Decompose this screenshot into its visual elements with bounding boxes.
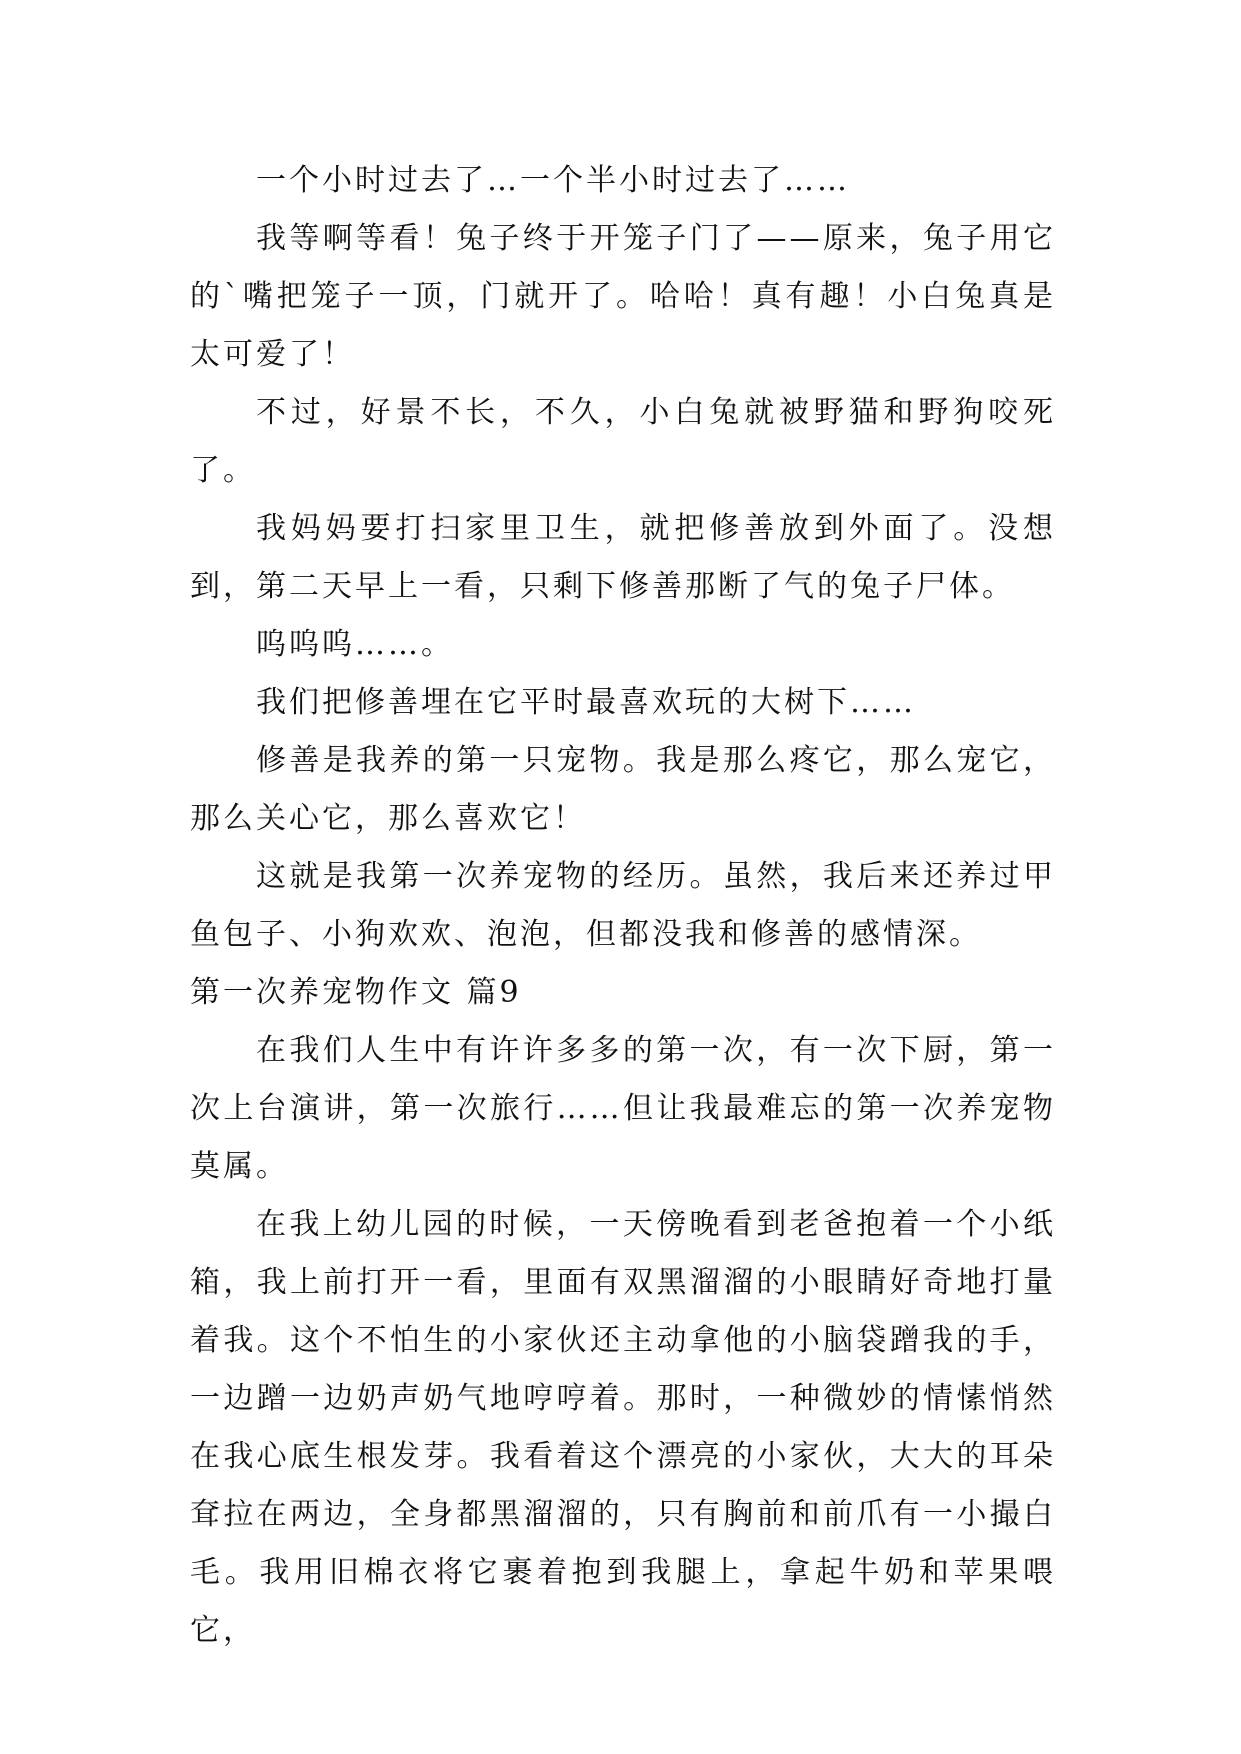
paragraph-2: 我等啊等看！兔子终于开笼子门了——原来，兔子用它的`嘴把笼子一顶，门就开了。哈哈！真有趣！小白兔真是太可爱了！ [190, 221, 1056, 372]
essay-body [190, 152, 1056, 1660]
paragraph-1: 一个小时过去了…一个半小时过去了…… [256, 163, 850, 198]
paragraph-7: 修善是我养的第一只宠物。我是那么疼它，那么宠它，那么关心它，那么喜欢它！ [190, 743, 1056, 836]
paragraph-6: 我们把修善埋在它平时最喜欢玩的大树下…… [256, 685, 916, 720]
paragraph-9: 在我们人生中有许许多多的第一次，有一次下厨，第一次上台演讲，第一次旅行……但让我最难忘的第一次养宠物莫属。 [190, 1033, 1056, 1184]
section-heading: 第一次养宠物作文 篇9 [190, 975, 522, 1010]
paragraph-8: 这就是我第一次养宠物的经历。虽然，我后来还养过甲鱼包子、小狗欢欢、泡泡，但都没我和修善的感情深。 [190, 859, 1056, 952]
paragraph-5: 呜呜呜……。 [256, 627, 454, 662]
paragraph-10: 在我上幼儿园的时候，一天傍晚看到老爸抱着一个小纸箱，我上前打开一看，里面有双黑溜溜的小眼睛好奇地打量着我。这个不怕生的小家伙还主动拿他的小脑袋蹭我的手，一边蹭一边奶声奶气地哼哼着。那时，一种微妙的情愫悄然在我心底生根发芽。我看着这个漂亮的小家伙，大大的耳朵耷拉在两边，全身都黑溜溜的，只有胸前和前爪有一小撮白毛。我用旧棉衣将它裹着抱到我腿上，拿起牛奶和苹果喂它， [190, 1207, 1056, 1648]
paragraph-4: 我妈妈要打扫家里卫生，就把修善放到外面了。没想到，第二天早上一看，只剩下修善那断了气的兔子尸体。 [190, 511, 1056, 604]
paragraph-3: 不过，好景不长，不久，小白兔就被野猫和野狗咬死了。 [190, 395, 1056, 488]
